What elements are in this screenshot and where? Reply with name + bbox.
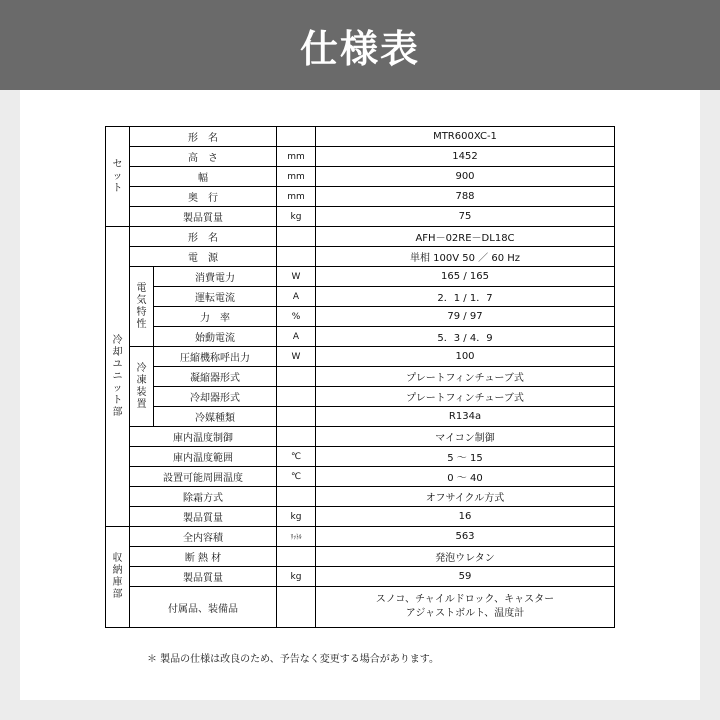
row-label: 除霜方式 <box>130 487 277 507</box>
row-value: 単相 100V 50 ／ 60 Hz <box>316 247 615 267</box>
row-label: 設置可能周囲温度 <box>130 467 277 487</box>
row-label: 始動電流 <box>154 327 277 347</box>
row-unit: A <box>277 287 316 307</box>
row-value: 0 ～ 40 <box>316 467 615 487</box>
row-label: 全内容積 <box>130 527 277 547</box>
table-row <box>106 587 615 628</box>
row-label: 圧縮機称呼出力 <box>154 347 277 367</box>
row-value: 1452 <box>316 147 615 167</box>
row-label: 電 源 <box>130 247 277 267</box>
row-value-line: スノコ、チャイルドロック、キャスター <box>375 594 555 605</box>
spec-card <box>20 90 700 700</box>
row-label: 消費電力 <box>154 267 277 287</box>
row-value: 165 / 165 <box>316 267 615 287</box>
subsection-refrigeration: 冷凍装置 <box>130 347 154 427</box>
subsection-electrical: 電気特性 <box>130 267 154 347</box>
table-row <box>106 507 615 527</box>
row-unit: W <box>277 267 316 287</box>
table-row <box>106 227 615 247</box>
row-value: マイコン制御 <box>316 427 615 447</box>
table-row <box>106 487 615 507</box>
section-storage: 収納庫部 <box>106 527 130 628</box>
table-row <box>106 167 615 187</box>
liter-unit: ﾘｯﾄﾙ <box>290 532 302 541</box>
row-unit <box>277 367 316 387</box>
row-label: 形 名 <box>130 227 277 247</box>
row-unit <box>277 407 316 427</box>
row-value: R134a <box>316 407 615 427</box>
table-row <box>106 247 615 267</box>
row-label: 庫内温度制御 <box>130 427 277 447</box>
table-row <box>106 327 615 347</box>
spec-table <box>105 126 615 628</box>
row-label: 力 率 <box>154 307 277 327</box>
row-unit <box>277 227 316 247</box>
row-value: MTR600XC-1 <box>316 127 615 147</box>
row-unit: % <box>277 307 316 327</box>
row-label: 製品質量 <box>130 567 277 587</box>
table-row <box>106 367 615 387</box>
row-value: 2．1 / 1．7 <box>316 287 615 307</box>
row-unit <box>277 527 316 547</box>
row-label: 運転電流 <box>154 287 277 307</box>
table-row <box>106 147 615 167</box>
row-unit: kg <box>277 207 316 227</box>
row-value: 5．3 / 4．9 <box>316 327 615 347</box>
table-row <box>106 347 615 367</box>
row-value: 5 ～ 15 <box>316 447 615 467</box>
row-value: 59 <box>316 567 615 587</box>
table-row <box>106 527 615 547</box>
row-unit: mm <box>277 167 316 187</box>
table-row <box>106 427 615 447</box>
row-unit: kg <box>277 567 316 587</box>
row-value: 75 <box>316 207 615 227</box>
row-value: 16 <box>316 507 615 527</box>
row-label: 冷却器形式 <box>154 387 277 407</box>
row-label: 凝縮器形式 <box>154 367 277 387</box>
row-label: 冷媒種類 <box>154 407 277 427</box>
row-unit: ℃ <box>277 467 316 487</box>
row-unit <box>277 247 316 267</box>
row-value: 発泡ウレタン <box>316 547 615 567</box>
row-label: 奥 行 <box>130 187 277 207</box>
row-label: 付属品、装備品 <box>130 587 277 628</box>
row-label: 幅 <box>130 167 277 187</box>
row-value: プレートフィンチューブ式 <box>316 387 615 407</box>
page-header <box>0 0 720 90</box>
row-label: 形 名 <box>130 127 277 147</box>
table-row <box>106 207 615 227</box>
table-row <box>106 127 615 147</box>
row-unit <box>277 547 316 567</box>
row-value: 563 <box>316 527 615 547</box>
row-label: 製品質量 <box>130 507 277 527</box>
table-row <box>106 267 615 287</box>
table-row <box>106 567 615 587</box>
table-row <box>106 467 615 487</box>
row-unit: A <box>277 327 316 347</box>
row-value: オフサイクル方式 <box>316 487 615 507</box>
table-row <box>106 547 615 567</box>
row-unit: mm <box>277 147 316 167</box>
row-unit: W <box>277 347 316 367</box>
table-row <box>106 447 615 467</box>
table-row <box>106 307 615 327</box>
footnote: ＊ 製品の仕様は改良のため、予告なく変更する場合があります。 <box>147 654 439 665</box>
row-label: 製品質量 <box>130 207 277 227</box>
row-unit: ℃ <box>277 447 316 467</box>
table-row <box>106 287 615 307</box>
row-unit <box>277 387 316 407</box>
row-value: 900 <box>316 167 615 187</box>
table-row <box>106 407 615 427</box>
row-label: 断 熱 材 <box>130 547 277 567</box>
row-value: 788 <box>316 187 615 207</box>
row-value-line: アジャストボルト、温度計 <box>405 608 525 619</box>
row-unit <box>277 587 316 628</box>
row-value: 100 <box>316 347 615 367</box>
table-row <box>106 187 615 207</box>
table-row <box>106 387 615 407</box>
row-unit <box>277 127 316 147</box>
page-title: 仕様表 <box>299 26 420 71</box>
row-value: プレートフィンチューブ式 <box>316 367 615 387</box>
row-value <box>316 587 615 628</box>
row-value: 79 / 97 <box>316 307 615 327</box>
row-label: 庫内温度範囲 <box>130 447 277 467</box>
row-label: 高 さ <box>130 147 277 167</box>
row-unit: mm <box>277 187 316 207</box>
row-value: AFH－02RE－DL18C <box>316 227 615 247</box>
section-cooling-unit: 冷却ユニット部 <box>106 227 130 527</box>
row-unit: kg <box>277 507 316 527</box>
row-unit <box>277 427 316 447</box>
section-set: セット <box>106 127 130 227</box>
row-unit <box>277 487 316 507</box>
